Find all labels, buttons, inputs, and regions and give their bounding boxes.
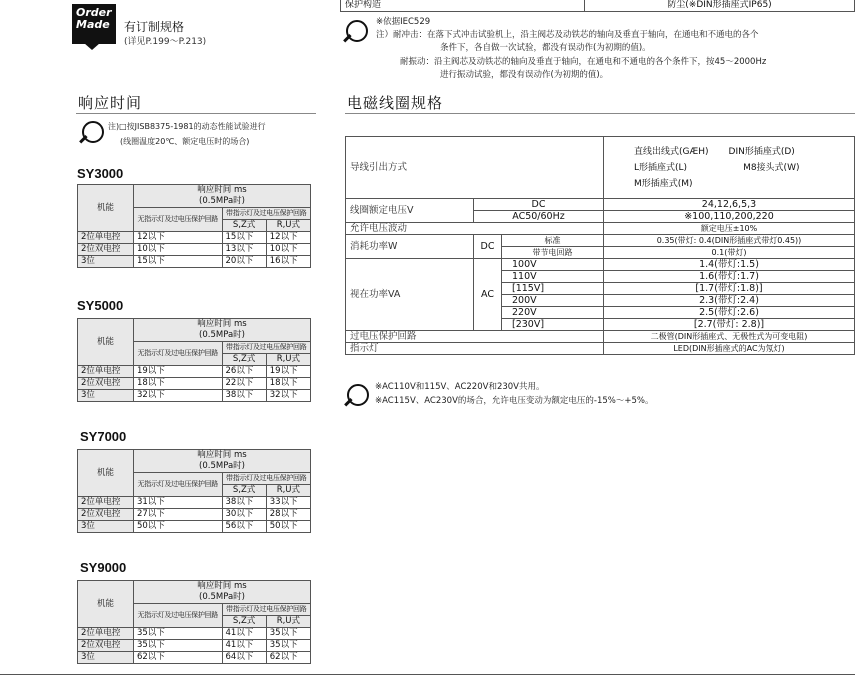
va-row: 200V 2.3(带灯:2.4) — [346, 295, 855, 307]
coil-note-2: ※AC115V、AC230V的场合，允许电压变动为额定电压的-15%〜+5%。 — [375, 396, 654, 406]
response-table-sy3000 — [77, 184, 311, 268]
response-time-header: 响应时间 ms (0.5MPa时) — [134, 450, 311, 473]
ru-header: R,U式 — [266, 354, 310, 366]
no-indicator-header: 无指示灯及过电压保护回路 — [134, 473, 223, 497]
sz-header: S,Z式 — [222, 485, 266, 497]
table-row: 2位单电控 19以下 26以下 19以下 — [78, 366, 311, 378]
indicator-label: 指示灯 — [346, 343, 604, 355]
power-save-label: 带节电回路 — [502, 247, 604, 259]
response-time-header: 响应时间 ms (0.5MPa时) — [134, 581, 311, 604]
order-made-ref: (详见P.199〜P.213) — [124, 37, 207, 47]
magnifier-icon — [345, 384, 371, 410]
va-row: [115V] [1.7(带灯:1.8)] — [346, 283, 855, 295]
function-header: 机能 — [78, 319, 134, 366]
order-made-logo: Order Made — [72, 4, 116, 44]
with-indicator-header: 带指示灯及过电压保护回路 — [222, 342, 311, 354]
table-row: 3位 62以下 64以下 62以下 — [78, 652, 311, 664]
va-row: 视在功率VA AC 100V 1.4(带灯:1.5) — [346, 259, 855, 271]
no-indicator-header: 无指示灯及过电压保护回路 — [134, 604, 223, 628]
coil-heading-rule — [345, 113, 855, 114]
coil-spec-heading: 电磁线圈规格 — [347, 94, 444, 112]
va-row: 220V 2.5(带灯:2.6) — [346, 307, 855, 319]
with-indicator-header: 带指示灯及过电压保护回路 — [222, 473, 311, 485]
coil-spec-table — [345, 136, 855, 355]
va-row: [230V] [2.7(带灯: 2.8)] — [346, 319, 855, 331]
order-made-title: 有订制规格 — [124, 20, 185, 34]
no-indicator-header: 无指示灯及过电压保护回路 — [134, 208, 223, 232]
indicator-row — [346, 343, 855, 355]
coil-note-1: ※AC110V和115V、AC220V和230V共用。 — [375, 382, 545, 392]
vibration-note-2: 进行振动试验，都没有误动作(为初期的值)。 — [440, 70, 609, 80]
wiring-label: 导线引出方式 — [346, 137, 604, 199]
apparent-power-label: 视在功率VA — [346, 259, 474, 331]
ac-voltage-value: ※100,110,200,220 — [604, 211, 855, 223]
table-row: 2位单电控 31以下 38以下 33以下 — [78, 497, 311, 509]
rated-voltage-label: 线圈额定电压V — [346, 199, 474, 223]
surge-value: 二极管(DIN形插座式、无极性式为可变电阻) — [604, 331, 855, 343]
table-row: 2位双电控 35以下 41以下 35以下 — [78, 640, 311, 652]
power-w-row — [346, 235, 855, 247]
response-note-1: 注)□按JISB8375-1981的动态性能试验进行 — [108, 122, 266, 131]
impact-note-1: ※依据IEC529 — [376, 17, 431, 27]
function-header: 机能 — [78, 581, 134, 628]
table-row: 2位单电控 12以下 15以下 12以下 — [78, 232, 311, 244]
ac-label: AC50/60Hz — [474, 211, 604, 223]
protection-value: 防尘(※DIN形插座式IP65) — [585, 0, 855, 12]
surge-label: 过电压保护回路 — [346, 331, 604, 343]
protection-label: 保护构造 — [340, 0, 585, 12]
fluctuation-value: 额定电压±10% — [604, 223, 855, 235]
fluctuation-row — [346, 223, 855, 235]
table-row: 2位双电控 18以下 22以下 18以下 — [78, 378, 311, 390]
rated-voltage-dc-row — [346, 199, 855, 211]
surge-row — [346, 331, 855, 343]
power-w-type: DC — [474, 235, 502, 259]
impact-note-3: 条件下，各自做一次试验，都没有误动作(为初期的值)。 — [440, 43, 651, 53]
response-table-sy7000 — [77, 449, 311, 533]
function-header: 机能 — [78, 450, 134, 497]
sz-header: S,Z式 — [222, 220, 266, 232]
series-title-sy7000: SY7000 — [80, 429, 127, 444]
series-title-sy9000: SY9000 — [80, 560, 127, 575]
va-row: 110V 1.6(带灯:1.7) — [346, 271, 855, 283]
table-row: 3位 15以下 20以下 16以下 — [78, 256, 311, 268]
table-row: 2位双电控 10以下 13以下 10以下 — [78, 244, 311, 256]
with-indicator-header: 带指示灯及过电压保护回路 — [222, 604, 311, 616]
power-w-label: 消耗功率W — [346, 235, 474, 259]
series-title-sy3000: SY3000 — [77, 166, 124, 181]
no-indicator-header: 无指示灯及过电压保护回路 — [134, 342, 223, 366]
response-heading-rule — [76, 113, 316, 114]
series-title-sy5000: SY5000 — [77, 298, 124, 313]
vibration-note-1: 耐振动：沿主阀芯及动铁芯的轴向及垂直于轴向，在通电和不通电的各个条件下，按45〜2000Hz — [400, 57, 767, 67]
apparent-power-type: AC — [474, 259, 502, 331]
wiring-options: 直线出线式(GÆH) DIN形插座式(D) L形插座式(L) M8接头式(W) M形插座式(M) — [604, 137, 855, 199]
ru-header: R,U式 — [266, 220, 310, 232]
wiring-row — [346, 137, 855, 199]
standard-value: 0.35(带灯: 0.4(DIN形插座式带灯0.45)) — [604, 235, 855, 247]
indicator-value: LED(DIN形插座式的AC为氖灯) — [604, 343, 855, 355]
table-row: 3位 32以下 38以下 32以下 — [78, 390, 311, 402]
power-save-value: 0.1(带灯) — [604, 247, 855, 259]
table-row: 2位单电控 35以下 41以下 35以下 — [78, 628, 311, 640]
response-time-header: 响应时间 ms (0.5MPa时) — [134, 185, 311, 208]
page-bottom-rule — [0, 674, 855, 675]
magnifier-icon — [80, 121, 106, 147]
table-row: 2位双电控 27以下 30以下 28以下 — [78, 509, 311, 521]
table-row: 3位 50以下 56以下 50以下 — [78, 521, 311, 533]
dc-voltage-value: 24,12,6,5,3 — [604, 199, 855, 211]
response-time-heading: 响应时间 — [78, 94, 143, 112]
function-header: 机能 — [78, 185, 134, 232]
fluctuation-label: 允许电压波动 — [346, 223, 604, 235]
response-table-sy5000 — [77, 318, 311, 402]
sz-header: S,Z式 — [222, 616, 266, 628]
dc-label: DC — [474, 199, 604, 211]
standard-label: 标准 — [502, 235, 604, 247]
sz-header: S,Z式 — [222, 354, 266, 366]
response-table-sy9000 — [77, 580, 311, 664]
impact-note-2: 注）耐冲击：在落下式冲击试验机上，沿主阀芯及动铁芯的轴向及垂直于轴向，在通电和不通电的各个 — [376, 30, 759, 40]
ru-header: R,U式 — [266, 485, 310, 497]
with-indicator-header: 带指示灯及过电压保护回路 — [222, 208, 311, 220]
magnifier-icon — [344, 20, 370, 46]
ru-header: R,U式 — [266, 616, 310, 628]
response-note-2: (线圈温度20℃、额定电压时的场合) — [120, 137, 250, 146]
response-time-header: 响应时间 ms (0.5MPa时) — [134, 319, 311, 342]
